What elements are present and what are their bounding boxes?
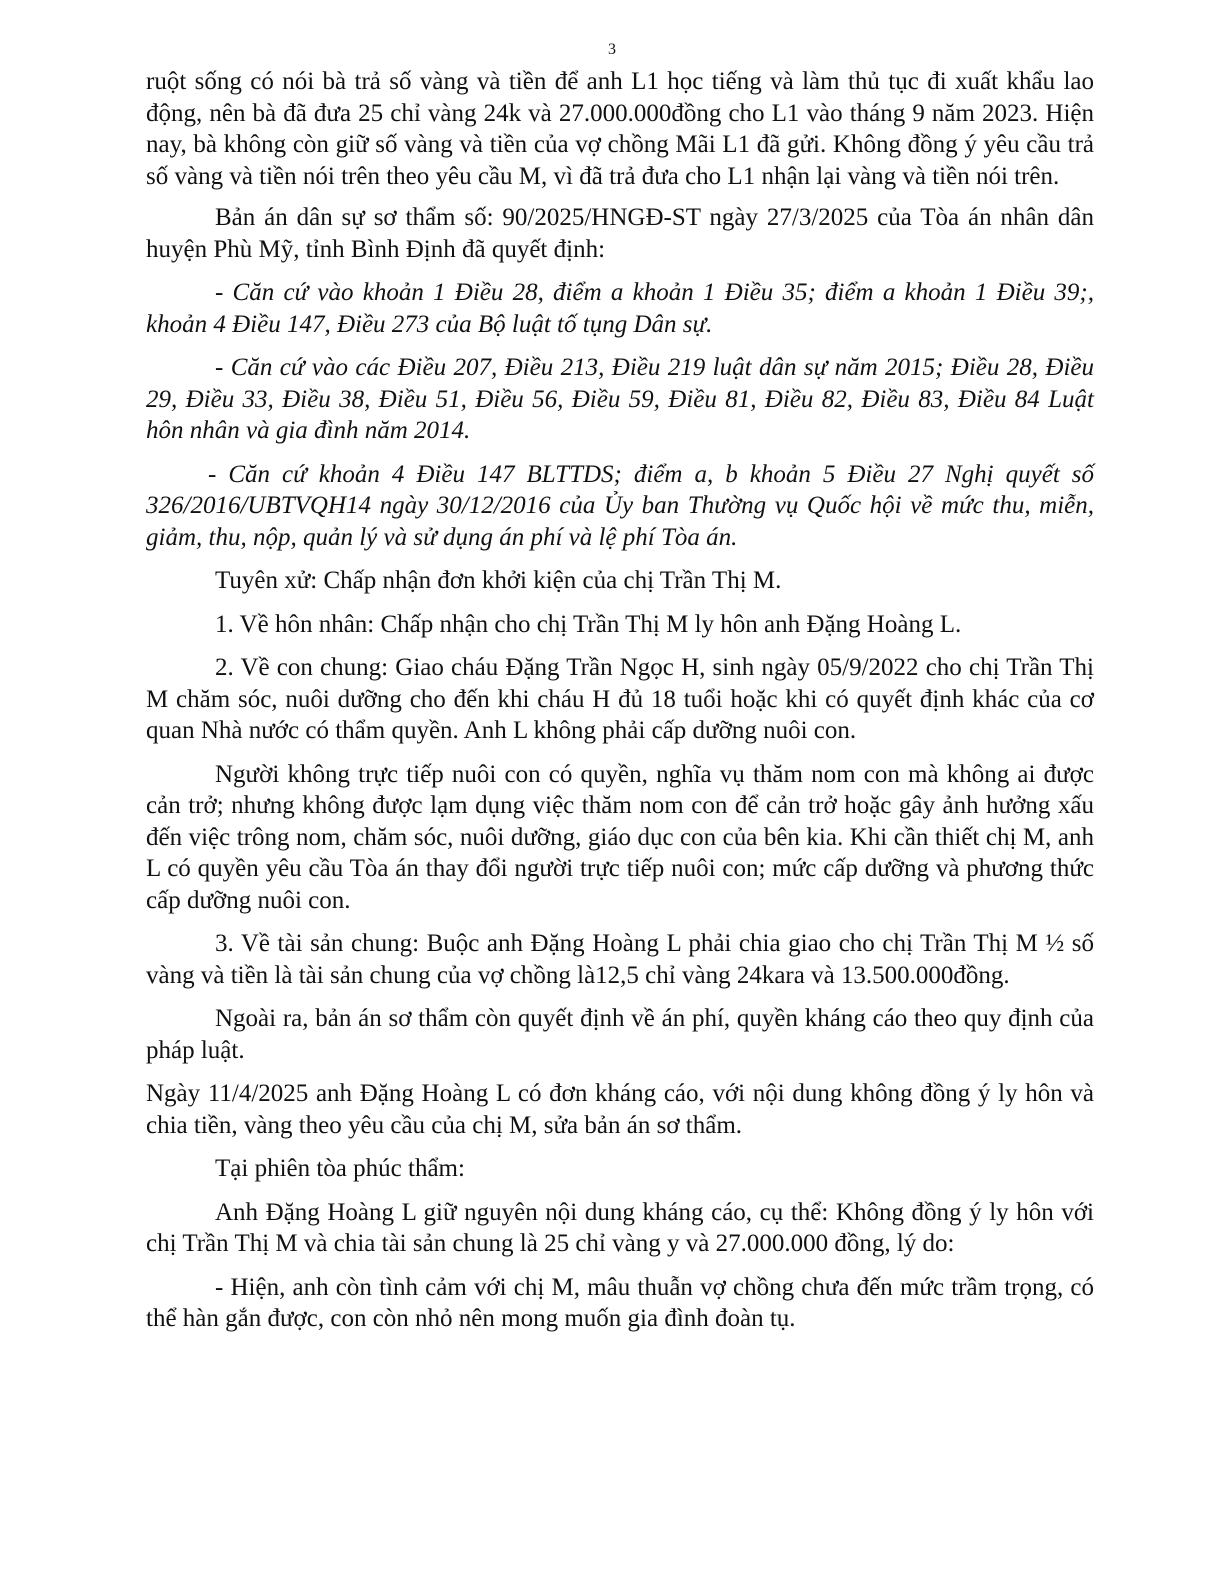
page-number: 3 <box>608 41 616 58</box>
paragraph-appeal: Ngày 11/4/2025 anh Đặng Hoàng L có đơn kháng cáo, với nội dung không đồng ý ly hôn và chia tiền, vàng theo yêu cầu của chị M, sửa bản án sơ thẩm. <box>146 1080 1094 1139</box>
paragraph-first-instance-judgment: Bản án dân sự sơ thẩm số: 90/2025/HNGĐ-ST ngày 27/3/2025 của Tòa án nhân dân huyện Phù Mỹ, tỉnh Bình Định đã quyết định: <box>146 204 1094 263</box>
paragraph-verdict: Tuyên xử: Chấp nhận đơn khởi kiện của chị Trần Thị M. <box>215 567 782 594</box>
paragraph-appellant-reason: - Hiện, anh còn tình cảm với chị M, mâu thuẫn vợ chồng chưa đến mức trầm trọng, có thể hàn gắn được, con còn nhỏ nên mong muốn gia đình đoàn tụ. <box>146 1273 1094 1332</box>
paragraph-witness-statement: ruột sống có nói bà trả số vàng và tiền để anh L1 học tiếng và làm thủ tục đi xuất khẩu lao động, nên bà đã đưa 25 chỉ vàng 24k và 27.000.000đồng cho L1 vào tháng 9 năm 2023. Hiện nay, bà không còn giữ số vàng và tiền của vợ chồng Mãi L1 đã gửi. Không đồng ý yêu cầu trả số vàng và tiền nói trên theo yêu cầu M, vì đã trả đưa cho L1 nhận lại vàng và tiền nói trên. <box>146 68 1094 190</box>
paragraph-verdict-child: 2. Về con chung: Giao cháu Đặng Trần Ngọc H, sinh ngày 05/9/2022 cho chị Trần Thị M chăm sóc, nuôi dưỡng cho đến khi cháu H đủ 18 tuổi hoặc khi có quyết định khác của cơ quan Nhà nước có thẩm quyền. Anh L không phải cấp dưỡng nuôi con. <box>146 654 1094 744</box>
paragraph-legal-basis-court-fees: - Căn cứ khoản 4 Điều 147 BLTTDS; điểm a, b khoản 5 Điều 27 Nghị quyết số 326/2016/UBTVQH14 ngày 30/12/2016 của Ủy ban Thường vụ Quốc hội về mức thu, miễn, giảm, thu, nộp, quản lý và sử dụng án phí và lệ phí Tòa án. <box>146 460 1094 551</box>
paragraph-appeal-hearing: Tại phiên tòa phúc thẩm: <box>215 1155 465 1182</box>
paragraph-fees-and-appeal: Ngoài ra, bản án sơ thẩm còn quyết định về án phí, quyền kháng cáo theo quy định của pháp luật. <box>146 1005 1094 1064</box>
document-body <box>146 66 1094 1335</box>
paragraph-verdict-property: 3. Về tài sản chung: Buộc anh Đặng Hoàng L phải chia giao cho chị Trần Thị M ½ số vàng và tiền là tài sản chung của vợ chồng là12,5 chỉ vàng 24kara và 13.500.000đồng. <box>146 930 1094 989</box>
paragraph-verdict-marriage: 1. Về hôn nhân: Chấp nhận cho chị Trần Thị M ly hôn anh Đặng Hoàng L. <box>215 610 962 638</box>
paragraph-legal-basis-marriage-law: - Căn cứ vào các Điều 207, Điều 213, Điều 219 luật dân sự năm 2015; Điều 28, Điều 29, Điều 33, Điều 38, Điều 51, Điều 56, Điều 59, Điều 81, Điều 82, Điều 83, Điều 84 Luật hôn nhân và gia đình năm 2014. <box>146 354 1094 444</box>
paragraph-legal-basis-civil-procedure: - Căn cứ vào khoản 1 Điều 28, điểm a khoản 1 Điều 35; điểm a khoản 1 Điều 39;, khoản 4 Điều 147, Điều 273 của Bộ luật tố tụng Dân sự. <box>146 279 1094 338</box>
paragraph-appellant-position: Anh Đặng Hoàng L giữ nguyên nội dung kháng cáo, cụ thể: Không đồng ý ly hôn với chị Trần Thị M và chia tài sản chung là 25 chỉ vàng y và 27.000.000 đồng, lý do: <box>146 1198 1094 1257</box>
paragraph-visitation-rights: Người không trực tiếp nuôi con có quyền, nghĩa vụ thăm nom con mà không ai được cản trở; nhưng không được lạm dụng việc thăm nom con để cản trở hoặc gây ảnh hưởng xấu đến việc trông nom, chăm sóc, nuôi dưỡng, giáo dục con của bên kia. Khi cần thiết chị M, anh L có quyền yêu cầu Tòa án thay đổi người trực tiếp nuôi con; mức cấp dưỡng và phương thức cấp dưỡng nuôi con. <box>146 760 1094 914</box>
